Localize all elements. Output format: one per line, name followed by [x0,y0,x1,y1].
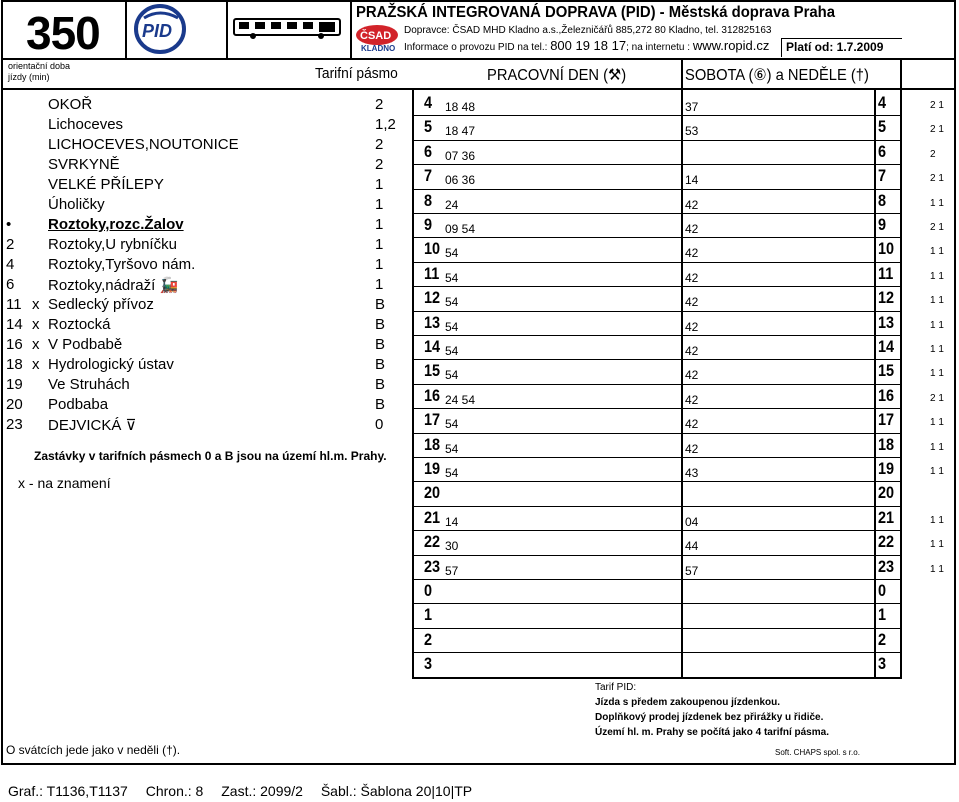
minutes-workday: 54 [445,319,459,334]
hour-weekend: 15 [878,361,895,381]
minutes-workday: 14 [445,514,459,529]
minutes-workday: 09 54 [445,222,476,236]
stop-time: 14 [6,316,23,333]
software-credit: Soft. CHAPS spol. s r.o. [775,748,860,757]
stop-name: V Podbabě [48,336,123,353]
stop-time: 11 [6,296,22,313]
stop-row [0,136,410,156]
csad-logo-subtext: KLADNO [361,44,396,53]
stop-name: SVRKYNĚ [48,156,120,173]
extra-counts: 2 1 [930,392,944,404]
stop-name: Roztoky,rozc.Žalov [48,216,184,233]
stop-name: Roztoky,nádraží 🚂 [48,277,179,294]
timetable-row [412,238,944,262]
hour-workday: 4 [424,93,433,112]
orientation-header: orientační doba jízdy (min) [8,61,71,82]
row-divider [412,311,902,312]
minutes-weekend: 57 [685,563,699,578]
row-divider [412,555,902,556]
row-divider [412,140,902,141]
info-prefix: Informace o provozu PID na tel.: [404,42,548,53]
hour-workday: 21 [424,507,441,527]
stop-time: 18 [6,356,23,373]
footer-zast: Zast.: 2099/2 [221,783,303,799]
svg-text:PID: PID [142,21,173,41]
tariff-notes [595,680,829,740]
stop-name: Roztoky,Tyršovo nám. [48,256,196,273]
stop-time: 4 [6,256,15,273]
hour-workday: 0 [424,581,433,600]
minutes-weekend: 42 [685,368,699,383]
hour-weekend: 12 [878,288,895,308]
row-divider [412,628,902,629]
stop-time: 16 [6,336,23,353]
stop-name: Ve Struhách [48,376,130,393]
timetable-row [412,604,902,628]
hour-weekend: 23 [878,556,895,576]
info-phone: 800 19 18 17 [550,38,627,53]
csad-logo-text: ČSAD [360,30,392,42]
stop-mark: x [32,316,40,333]
hour-weekend: 13 [878,312,895,332]
minutes-workday: 06 36 [445,173,476,188]
row-divider [412,164,902,165]
hour-workday: 16 [424,385,441,405]
hour-workday: 8 [424,190,433,210]
stop-zone: 2 [375,156,384,173]
minutes-workday: 24 [445,197,459,212]
row-divider [412,506,902,507]
stop-name: LICHOCEVES,NOUTONICE [48,136,239,153]
row-divider [412,579,902,580]
timetable-row [412,116,944,140]
minutes-weekend: 04 [685,514,699,529]
extra-counts: 2 1 [930,100,944,111]
hour-workday: 12 [424,288,441,308]
column-header-divider [1,88,956,90]
hour-workday: 13 [424,312,441,332]
stop-name: VELKÉ PŘÍLEPY [48,176,164,193]
stop-row [0,396,410,416]
extra-counts: 1 1 [930,270,944,282]
stop-row [0,236,410,256]
hour-workday: 6 [424,141,433,161]
stop-zone: 1 [375,176,384,193]
hour-workday: 17 [424,410,441,430]
minutes-workday: 54 [445,417,459,432]
hour-weekend: 2 [878,629,887,649]
row-divider [412,213,902,214]
minutes-weekend: 42 [685,295,699,310]
minutes-weekend: 37 [685,100,699,114]
stop-name: Podbaba [48,396,109,413]
row-divider [412,433,902,434]
extra-counts: 2 1 [930,222,944,233]
timetable-row [412,165,944,189]
timetable-row [412,263,944,287]
extra-counts: 1 1 [930,197,944,209]
stop-name: Roztocká [48,316,111,333]
row-divider [412,335,902,336]
stop-row [0,96,410,116]
minutes-weekend: 53 [685,124,699,139]
row-divider [412,530,902,531]
stop-zone: B [375,336,386,353]
row-divider [412,408,902,409]
hour-weekend: 6 [878,141,887,161]
timetable-row [412,653,902,677]
hour-weekend: 16 [878,385,895,405]
hour-weekend: 18 [878,434,895,454]
stop-row [0,356,410,376]
timetable-row [412,507,944,531]
hour-weekend: 4 [878,93,887,112]
stop-zone: B [375,316,386,333]
minutes-weekend: 42 [685,417,699,432]
hour-weekend: 9 [878,215,887,234]
stop-mark: x [32,356,40,373]
hour-weekend: 14 [878,337,895,356]
hour-workday: 7 [424,166,433,186]
workday-header: PRACOVNÍ DEN (⚒) [487,67,627,84]
minutes-workday: 18 47 [445,124,476,139]
minutes-workday: 24 54 [445,392,476,407]
tariff-note-2: Doplňkový prodej jízdenek bez přirážky u řidiče. [595,712,824,723]
stop-row [0,216,410,236]
hour-workday: 23 [424,556,441,576]
stop-name: OKOŘ [48,96,93,113]
extra-counts: 1 1 [930,295,944,307]
hour-workday: 2 [424,629,433,649]
footer-chron: Chron.: 8 [145,783,204,799]
timetable-row [412,312,944,336]
stop-time: 2 [6,236,15,253]
minutes-weekend: 42 [685,246,699,261]
stop-zone: 2 [375,136,384,153]
valid-from: Platí od: 1.7.2009 [786,40,884,54]
hour-workday: 10 [424,239,441,259]
minutes-weekend: 42 [685,270,699,285]
extra-counts: 2 [930,148,936,160]
tariff-note-1: Jízda s předem zakoupenou jízdenkou. [595,697,781,708]
row-divider [412,189,902,190]
tariff-note-3: Území hl. m. Prahy se počítá jako 4 tarifní pásma. [595,727,829,738]
minutes-weekend: 42 [685,197,699,212]
extra-counts: 2 1 [930,173,944,185]
row-divider [412,384,902,385]
minutes-workday: 54 [445,368,459,383]
timetable-row [412,556,944,580]
hour-weekend: 19 [878,459,895,478]
weekend-extra-divider-top [900,58,902,88]
stop-row [0,336,410,356]
minutes-weekend: 42 [685,392,699,407]
extra-counts: 1 1 [930,514,944,526]
hour-weekend: 10 [878,239,895,259]
stop-row [0,196,410,216]
timetable-row [412,458,944,482]
stop-row [0,156,410,176]
timetable-row [412,434,944,458]
stop-name: Roztoky,U rybníčku [48,236,177,253]
line-number: 350 [26,7,100,59]
hour-weekend: 8 [878,190,887,210]
stop-row [0,176,410,196]
timetable-row [412,190,944,214]
hour-workday: 20 [424,483,441,503]
hour-workday: 14 [424,337,441,356]
hour-weekend: 7 [878,166,887,186]
stop-zone: B [375,356,386,373]
carrier-info: Dopravce: ČSAD MHD Kladno a.s.,Železničářů 885,272 80 Kladno, tel. 312825163 [404,25,772,36]
minutes-workday: 54 [445,466,459,480]
hour-weekend: 0 [878,581,887,600]
stop-name: DEJVICKÁ ⊽ [48,417,137,434]
timetable-row [412,482,902,506]
stop-row [0,276,410,296]
stop-zone: 1 [375,236,384,253]
header-divider [1,58,956,60]
pid-logo [134,4,186,54]
stop-zone: 1,2 [375,116,396,133]
bus-icon [233,18,343,45]
extra-counts: 1 1 [930,539,944,551]
timetable-row [412,385,944,409]
minutes-workday: 07 36 [445,148,476,163]
minutes-workday: 54 [445,344,459,358]
stop-time: • [6,216,12,233]
stop-time: 20 [6,396,23,413]
stop-zone: B [375,376,386,393]
minutes-workday: 30 [445,539,459,554]
stop-zone: B [375,396,386,413]
row-divider [412,603,902,604]
info-line [404,38,769,53]
stop-name: Sedlecký přívoz [48,296,154,313]
hour-weekend: 17 [878,410,895,430]
minutes-workday: 54 [445,295,459,310]
stop-mark: x [32,336,40,353]
minutes-workday: 54 [445,270,459,285]
stop-zone: 1 [375,256,384,273]
tariff-title: Tarif PID: [595,682,637,693]
timetable-row [412,360,944,384]
hour-weekend: 3 [878,654,887,674]
csad-logo [355,24,399,56]
hour-weekend: 21 [878,507,895,527]
extra-counts: 1 1 [930,441,944,453]
row-divider [412,481,902,482]
hour-weekend: 22 [878,532,895,552]
extra-counts: 2 1 [930,124,944,136]
hour-workday: 11 [424,263,440,283]
timetable-row [412,287,944,311]
stop-row [0,296,410,316]
header-title: PRAŽSKÁ INTEGROVANÁ DOPRAVA (PID) - Městská doprava Praha [356,4,835,21]
stop-zone: B [375,296,386,313]
holiday-note: O svátcích jede jako v neděli (†). [6,743,181,757]
row-divider [412,115,902,116]
row-divider [412,237,902,238]
info-web-link[interactable]: www.ropid.cz [692,38,770,53]
timetable-row [412,409,944,433]
minutes-weekend: 42 [685,441,699,456]
minutes-weekend: 44 [685,539,699,554]
minutes-weekend: 42 [685,222,699,236]
footer-sabl: Šabl.: Šablona 20|10|TP [320,783,473,799]
timetable-row [412,214,944,238]
stop-zone: 1 [375,216,384,233]
extra-counts: 1 1 [930,563,944,575]
stop-row [0,416,410,436]
minutes-weekend: 43 [685,466,699,480]
stop-name: Úholičky [48,196,105,213]
stop-name: Hydrologický ústav [48,356,174,373]
hour-workday: 5 [424,117,433,137]
hour-weekend: 1 [878,605,887,625]
logo-divider [226,0,228,58]
minutes-weekend: 42 [685,344,699,358]
zone-header: Tarifní pásmo [315,65,398,82]
minutes-workday: 54 [445,441,459,456]
timetable-row [412,92,944,116]
hour-workday: 3 [424,654,433,674]
hour-workday: 1 [424,605,433,625]
stop-row [0,316,410,336]
workday-weekend-divider-top [681,58,683,88]
info-mid: ; na internetu : [626,42,691,53]
extra-counts: 1 1 [930,344,944,355]
timetable-row [412,141,936,165]
stop-row [0,116,410,136]
line-number-divider [125,0,127,58]
on-request-note: x - na znamení [18,475,111,491]
timetable-row [412,580,902,604]
hour-weekend: 11 [878,263,894,283]
footer [8,783,486,799]
stop-row [0,256,410,276]
row-divider [412,359,902,360]
stop-zone: 1 [375,196,384,213]
footer-graf: Graf.: T1136,T1137 [8,783,128,799]
minutes-workday: 57 [445,563,459,578]
row-divider [412,457,902,458]
weekend-header: SOBOTA (⑥) a NEDĚLE (†) [685,67,869,84]
stop-row [0,376,410,396]
extra-counts: 1 1 [930,319,944,331]
hour-workday: 22 [424,532,441,552]
stop-zone: 0 [375,416,384,433]
row-divider [412,262,902,263]
hour-weekend: 20 [878,483,895,503]
minutes-workday: 54 [445,246,459,261]
hour-weekend: 5 [878,117,887,137]
hour-workday: 15 [424,361,441,381]
hour-workday: 19 [424,459,441,478]
zone-note: Zastávky v tarifních pásmech 0 a B jsou na území hl.m. Prahy. [34,449,387,463]
hour-workday: 9 [424,215,433,234]
stop-time: 23 [6,416,23,433]
timetable-row [412,629,902,653]
stop-zone: 2 [375,96,384,113]
stop-zone: 1 [375,276,384,293]
timetable-row [412,531,944,555]
minutes-weekend: 14 [685,173,699,188]
stop-mark: x [32,296,40,313]
extra-counts: 1 1 [930,368,944,380]
row-divider [412,652,902,653]
timetable-row [412,336,944,360]
minutes-workday: 18 48 [445,100,476,114]
hour-workday: 18 [424,434,441,454]
row-divider [412,286,902,287]
minutes-weekend: 42 [685,319,699,334]
stop-time: 19 [6,376,23,393]
extra-counts: 1 1 [930,466,944,477]
timetable-bottom-border [412,677,902,679]
extra-counts: 1 1 [930,246,944,258]
extra-counts: 1 1 [930,417,944,429]
bus-divider [350,0,352,58]
stop-name: Lichoceves [48,116,124,133]
stop-time: 6 [6,276,15,293]
